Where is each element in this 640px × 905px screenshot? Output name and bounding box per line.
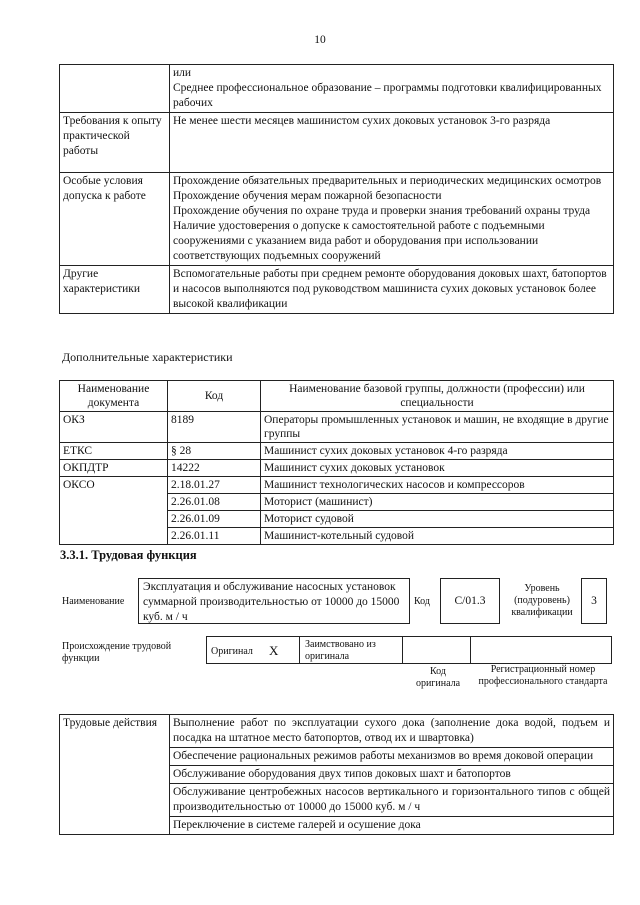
table-header-row xyxy=(60,381,614,412)
education-line: Среднее профессиональное образование – программы подготовки квалифицированных рабочих xyxy=(173,82,602,109)
education-label-cell xyxy=(60,65,170,113)
name-cell: Машинист сухих доковых установок xyxy=(261,460,614,477)
action-item: Обеспечение рациональных режимов работы механизмов во время доковой операции xyxy=(170,748,614,766)
name-cell: Моторист (машинист) xyxy=(261,494,614,511)
condition-item: Наличие удостоверения о допуске к самостоятельной работе с подъемными сооружениями с указанием вида работ и оборудования при использовании соответствующих подъемных сооружений xyxy=(173,220,545,262)
code-cell: 2.26.01.08 xyxy=(168,494,261,511)
additional-characteristics-title: Дополнительные характеристики xyxy=(62,350,233,364)
table-row xyxy=(60,113,614,173)
action-item: Выполнение работ по эксплуатации сухого дока (заполнение дока водой, подъем и посадка на штатное место батопортов, отвод их и швартовка) xyxy=(170,715,614,748)
code-cell: 2.26.01.11 xyxy=(168,528,261,545)
action-item: Обслуживание оборудования двух типов доковых шахт и батопортов xyxy=(170,766,614,784)
education-line: или xyxy=(173,67,192,79)
level-box: 3 xyxy=(581,578,607,624)
doc-cell: ОКСО xyxy=(60,477,168,545)
additional-characteristics-table xyxy=(59,380,614,545)
divider xyxy=(402,637,403,663)
condition-item: Прохождение обучения по охране труда и проверки знания требований охраны труда xyxy=(173,205,591,217)
table-row xyxy=(60,173,614,266)
divider xyxy=(299,637,300,663)
code-cell: § 28 xyxy=(168,443,261,460)
table-row xyxy=(60,266,614,314)
code-label: Код xyxy=(414,596,430,607)
requirements-table xyxy=(59,64,614,314)
function-name-box: Эксплуатация и обслуживание насосных установок суммарной производительностью от 10000 до 15000 куб. м / ч xyxy=(138,578,410,624)
experience-value: Не менее шести месяцев машинистом сухих доковых установок 3-го разряда xyxy=(170,113,614,173)
original-mark: X xyxy=(269,643,279,658)
code-cell: 8189 xyxy=(168,412,261,443)
special-conditions-label: Особые условия допуска к работе xyxy=(60,173,170,266)
page-number: 10 xyxy=(314,34,326,46)
header-document: Наименование документа xyxy=(60,381,168,412)
doc-cell: ОКПДТР xyxy=(60,460,168,477)
doc-cell: ОКЗ xyxy=(60,412,168,443)
name-label: Наименование xyxy=(62,596,125,607)
origin-box xyxy=(206,636,612,664)
origin-label: Происхождение трудовой функции xyxy=(62,641,172,664)
name-cell: Моторист судовой xyxy=(261,511,614,528)
name-cell: Операторы промышленных установок и машин, не входящие в другие группы xyxy=(261,412,614,443)
header-group-name: Наименование базовой группы, должности (профессии) или специальности xyxy=(261,381,614,412)
table-row xyxy=(60,715,614,748)
table-row xyxy=(60,65,614,113)
function-code-box: С/01.3 xyxy=(440,578,500,624)
other-characteristics-label: Другие характеристики xyxy=(60,266,170,314)
condition-item: Прохождение обучения мерам пожарной безопасности xyxy=(173,190,442,202)
table-row xyxy=(60,460,614,477)
special-conditions-value xyxy=(170,173,614,266)
table-row xyxy=(60,477,614,494)
name-cell: Машинист сухих доковых установок 4-го разряда xyxy=(261,443,614,460)
name-cell: Машинист технологических насосов и компрессоров xyxy=(261,477,614,494)
education-value-cell xyxy=(170,65,614,113)
table-row xyxy=(60,443,614,460)
section-title: 3.3.1. Трудовая функция xyxy=(60,548,197,562)
name-cell: Машинист-котельный судовой xyxy=(261,528,614,545)
action-item: Переключение в системе галерей и осушение дока xyxy=(170,817,614,835)
code-cell: 2.26.01.09 xyxy=(168,511,261,528)
code-cell: 14222 xyxy=(168,460,261,477)
original-label: Оригинал xyxy=(211,646,253,657)
experience-label: Требования к опыту практической работы xyxy=(60,113,170,173)
labor-actions-table xyxy=(59,714,614,835)
borrowed-label: Заимствовано из оригинала xyxy=(305,639,376,662)
level-label: Уровень (подуровень) квалификации xyxy=(511,583,573,618)
doc-cell: ЕТКС xyxy=(60,443,168,460)
other-characteristics-value: Вспомогательные работы при среднем ремонте оборудования доковых шахт, батопортов и насосов выполняются под руководством машиниста сухих доковых установок более высокой квалификации xyxy=(170,266,614,314)
code-cell: 2.18.01.27 xyxy=(168,477,261,494)
reg-number-label: Регистрационный номер профессионального стандарта xyxy=(478,664,608,687)
condition-item: Прохождение обязательных предварительных и периодических медицинских осмотров xyxy=(173,175,602,187)
labor-actions-label: Трудовые действия xyxy=(60,715,170,835)
header-code: Код xyxy=(168,381,261,412)
divider xyxy=(470,637,471,663)
action-item: Обслуживание центробежных насосов вертикального и горизонтального типов с общей производительностью от 10000 до 15000 куб. м / ч xyxy=(170,784,614,817)
origin-code-label: Код оригинала xyxy=(415,666,461,689)
table-row xyxy=(60,412,614,443)
